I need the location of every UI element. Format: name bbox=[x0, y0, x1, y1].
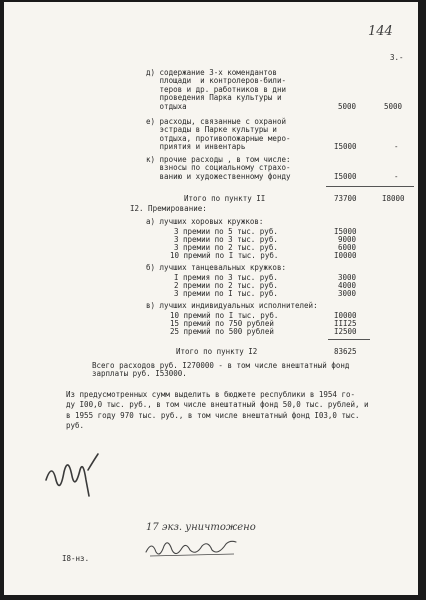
group-v-row-2-value: III25 bbox=[334, 319, 357, 328]
group-b-row-3-text: 3 премии по I тыс. руб. bbox=[174, 289, 278, 298]
allocation-paragraph: Из предусмотренных сумм выделить в бюджете республики в 1954 го- ду I00,0 тыс. руб., в том числе внештатный фонд 50,0 тыс. рублей, и в 1955 году 970 тыс. руб., в том числе внештатный фонд I03,0 тыс. руб. bbox=[66, 390, 369, 431]
item-d-value-1: 5000 bbox=[338, 102, 357, 111]
group-a-row-2-value: 9000 bbox=[338, 235, 357, 244]
total-12-label: Итого по пункту I2 bbox=[176, 347, 258, 356]
group-b-row-1-value: 3000 bbox=[338, 273, 357, 282]
summary-paragraph: Всего расходов руб. I270000 - в том числе внештатный фонд зарплаты руб. I53000. bbox=[92, 361, 350, 379]
group-b-label: б) лучших танцевальных кружков: bbox=[146, 263, 286, 272]
group-a-row-3-value: 6000 bbox=[338, 243, 357, 252]
group-v-label: в) лучших индивидуальных исполнителей: bbox=[146, 301, 318, 310]
group-v-row-1-text: 10 премий по I тыс. руб. bbox=[170, 311, 279, 320]
page-marker: 3.- bbox=[390, 53, 404, 62]
group-a-row-4-value: I0000 bbox=[334, 251, 357, 260]
handwritten-destruction-note: 17 экз. уничтожено bbox=[146, 522, 256, 533]
item-k-label: к) прочие расходы , в том числе: взносы по социальному страхо- ванию и художественному фонду bbox=[146, 155, 291, 181]
total-ii-value-2: I8000 bbox=[382, 194, 405, 203]
item-e-label: е) расходы, связанные с охраной эстрады в Парке культуры и отдыха, противопожарные меро- приятия и инвентарь bbox=[146, 117, 291, 152]
item-d-label: д) содержание 3-х комендантов площади и контролеров-били- теров и др. работников в дни проведения Парка культуры и отдыха bbox=[146, 68, 286, 111]
section-12-heading: I2. Премирование: bbox=[130, 204, 207, 213]
group-a-row-1-text: 3 премии по 5 тыс. руб. bbox=[174, 227, 278, 236]
group-b-row-1-text: I премия по 3 тыс. руб. bbox=[174, 273, 278, 282]
group-v-row-1-value: I0000 bbox=[334, 311, 357, 320]
group-a-row-1-value: I5000 bbox=[334, 227, 357, 236]
group-b-row-2-value: 4000 bbox=[338, 281, 357, 290]
total-ii-value-1: 73700 bbox=[334, 194, 357, 203]
total-ii-rule bbox=[326, 186, 414, 187]
group-v-row-2-text: 15 премий по 750 рублей bbox=[170, 319, 274, 328]
item-d-value-2: 5000 bbox=[384, 102, 403, 111]
handwritten-signature-mark bbox=[42, 450, 104, 502]
item-e-value-1: I5000 bbox=[334, 142, 357, 151]
item-k-value-1: I5000 bbox=[334, 172, 357, 181]
group-a-label: а) лучших хоровых кружков: bbox=[146, 217, 264, 226]
total-12-value: 83625 bbox=[334, 347, 357, 356]
group-a-row-3-text: 3 премии по 2 тыс. руб. bbox=[174, 243, 278, 252]
item-e-value-2: - bbox=[394, 142, 399, 151]
group-a-row-4-text: 10 премий по I тыс. руб. bbox=[170, 251, 279, 260]
handwritten-page-number: 144 bbox=[368, 24, 393, 39]
group-b-row-2-text: 2 премии по 2 тыс. руб. bbox=[174, 281, 278, 290]
group-b-row-3-value: 3000 bbox=[338, 289, 357, 298]
handwritten-signature bbox=[144, 536, 240, 560]
document-page bbox=[4, 2, 418, 595]
group-v-row-3-value: I2500 bbox=[334, 327, 357, 336]
bottom-marker: I8-нз. bbox=[62, 554, 90, 563]
total-ii-label: Итого по пункту II bbox=[184, 194, 266, 203]
item-k-value-2: - bbox=[394, 172, 399, 181]
total-12-rule bbox=[328, 339, 370, 340]
group-v-row-3-text: 25 премий по 500 рублей bbox=[170, 327, 274, 336]
group-a-row-2-text: 3 премии по 3 тыс. руб. bbox=[174, 235, 278, 244]
